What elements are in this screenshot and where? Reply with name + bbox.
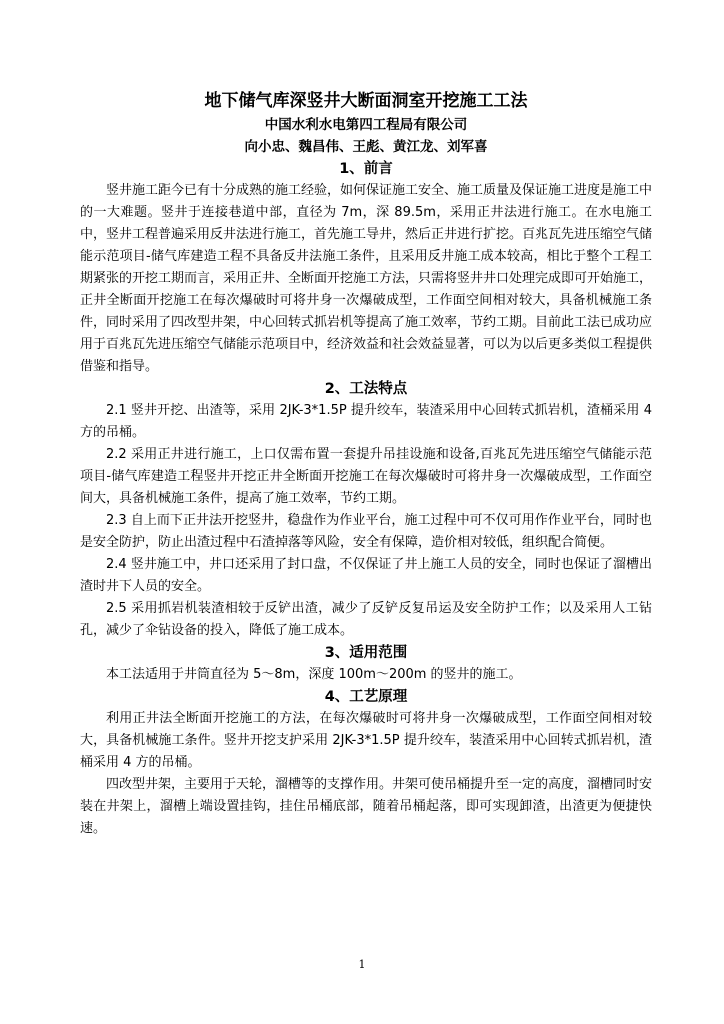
paragraph: 2.3 自上而下正井法开挖竖井，稳盘作为作业平台，施工过程中可不仅可用作作业平台，同时也是安全防护，防止出渣过程中石渣掉落等风险，安全有保障，造价相对较低，组织配合简便。 <box>80 513 652 550</box>
paragraph: 四改型井架，主要用于天轮，溜槽等的支撑作用。井架可使吊桶提升至一定的高度，溜槽同时安装在井架上，溜槽上端设置挂钩，挂住吊桶底部，随着吊桶起落，即可实现卸渣，出渣更为便捷快速。 <box>80 777 653 836</box>
section-heading-scope: 3、适用范围 <box>324 645 408 661</box>
paragraph: 2.2 采用正井进行施工，上口仅需布置一套提升吊挂设施和设备,百兆瓦先进压缩空气储能示范项目-储气库建造工程竖井开挖正井全断面开挖施工在每次爆破时可将井身一次爆破成型，工作面空间大，具备机械施工条件，提高了施工效率，节约工期。 <box>80 447 652 506</box>
organization: 中国水利水电第四工程局有限公司 <box>264 117 468 133</box>
section-heading-preface: 1、前言 <box>339 161 393 177</box>
authors: 向小忠、魏昌伟、王彪、黄江龙、刘军喜 <box>244 139 488 155</box>
paragraph: 利用正井法全断面开挖施工的方法，在每次爆破时可将井身一次爆破成型，工作面空间相对较大，具备机械施工条件。竖井开挖支护采用 2JK-3*1.5P 提升绞车，装渣采用中心回转式抓岩机，渣桶采用 4 方的吊桶。 <box>80 711 652 770</box>
paragraph: 2.4 竖井施工中，井口还采用了封口盘，不仅保证了井上施工人员的安全，同时也保证了溜槽出渣时井下人员的安全。 <box>80 557 652 594</box>
paragraph: 2.1 竖井开挖、出渣等，采用 2JK-3*1.5P 提升绞车，装渣采用中心回转式抓岩机，渣桶采用 4 方的吊桶。 <box>80 403 652 440</box>
section-heading-features: 2、工法特点 <box>324 381 408 397</box>
document-title: 地下储气库深竖井大断面洞室开挖施工工法 <box>204 91 528 111</box>
paragraph: 2.5 采用抓岩机装渣相较于反铲出渣，减少了反铲反复吊运及安全防护工作；以及采用人工钻孔，减少了伞钻设备的投入，降低了施工成本。 <box>80 601 652 638</box>
paragraph: 竖井施工距今已有十分成熟的施工经验，如何保证施工安全、施工质量及保证施工进度是施工中的一大难题。竖井于连接巷道中部，直径为 7m，深 89.5m，采用正井法进行施工。在水电施工中，竖井工程普遍采用反井法进行施工，首先施工导井，然后正井进行扩挖。百兆瓦先进压缩空气储能示范项目-储气库建造工程不具备反井法施工条件，且采用反井施工成本较高，相比于整个工程工期紧张的开挖工期而言，采用正井、全断面开挖施工方法，只需将竖井井口处理完成即可开始施工，正井全断面开挖施工在每次爆破时可将井身一次爆破成型，工作面空间相对较大，具备机械施工条件，同时采用了四改型井架，中心回转式抓岩机等提高了施工效率，节约工期。目前此工法已成功应用于百兆瓦先进压缩空气储能示范项目中，经济效益和社会效益显著，可以为以后更多类似工程提供借鉴和指导。 <box>80 183 653 374</box>
page-number: 1 <box>358 958 366 971</box>
paragraph: 本工法适用于井筒直径为 5～8m，深度 100m～200m 的竖井的施工。 <box>106 667 522 682</box>
section-heading-principle: 4、工艺原理 <box>324 689 408 705</box>
page-content <box>80 88 652 840</box>
